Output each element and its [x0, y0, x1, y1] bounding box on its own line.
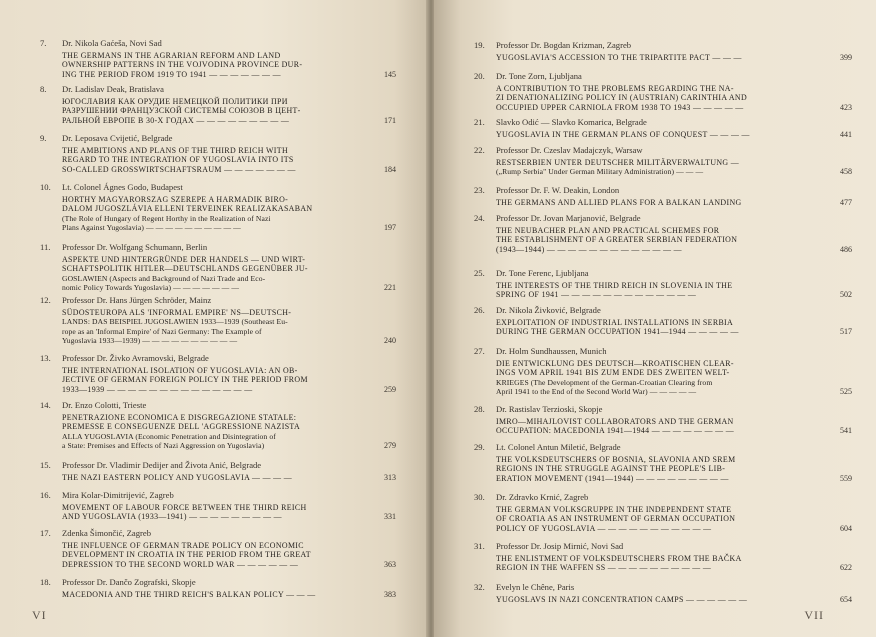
entry-page-number: 331: [384, 512, 396, 522]
entry-page-number: 622: [840, 563, 852, 573]
entry-title-block: [40, 590, 396, 599]
entry-author-line: [40, 182, 396, 192]
entry-page-number: 458: [840, 167, 852, 177]
toc-entry: [474, 145, 852, 177]
entry-author: Dr. Holm Sundhaussen, Munich: [496, 346, 607, 356]
entry-title-line: OCCUPATION: MACEDONIA 1941—1944 — — — — — — — —: [496, 426, 734, 436]
entry-author-line: [40, 400, 396, 410]
entry-title-line: MACEDONIA AND THE THIRD REICH'S BALKAN POLICY — — —: [62, 590, 316, 599]
entry-author: Evelyn le Chêne, Paris: [496, 582, 575, 592]
entry-title-line: (1943—1944) — — — — — — — — — — — — —: [496, 244, 682, 254]
entry-title-block: [474, 359, 852, 397]
toc-entry: [474, 305, 852, 337]
toc-entry: [40, 460, 396, 482]
toc-entry: [474, 346, 852, 397]
entry-title-line: THE ENLISTMENT OF VOLKSDEUTSCHERS FROM THE BAČKA: [496, 554, 742, 563]
entry-page-number: 654: [840, 595, 852, 604]
entry-author: Professor Dr. Živko Avramovski, Belgrade: [62, 353, 209, 363]
entry-author: Dr. Ladislav Deak, Bratislava: [62, 84, 164, 94]
entry-title-line: SCHAFTSPOLITIK HITLER—DEUTSCHLANDS GEGENÜBER JU-: [62, 264, 308, 274]
entry-page-number: 399: [840, 53, 852, 62]
entry-title-line: ERATION MOVEMENT (1941—1944) — — — — — — — — —: [496, 473, 729, 483]
entry-number: 24.: [474, 213, 485, 223]
entry-author: Professor Dr. Josip Mirnić, Novi Sad: [496, 541, 624, 551]
entry-title-line: SO-CALLED GROSSWIRTSCHAFTSRAUM — — — — — — —: [62, 164, 296, 174]
entry-title-block: [474, 417, 852, 436]
entry-title-line: POLICY OF YUGOSLAVIA — — — — — — — — — — —: [496, 523, 712, 533]
entry-title-line: THE INFLUENCE OF GERMAN TRADE POLICY ON ECONOMIC: [62, 541, 304, 550]
left-page-folio: VI: [32, 608, 47, 622]
entry-page-number: 240: [384, 336, 396, 346]
entry-author: Dr. Nikola Živković, Belgrade: [496, 305, 601, 315]
entry-title-line: REGARD TO THE INTEGRATION OF YUGOSLAVIA INTO ITS: [62, 155, 294, 165]
entry-title-block: [40, 473, 396, 482]
entry-title-block: [474, 318, 852, 337]
toc-entry: [40, 182, 396, 233]
toc-entry: [40, 84, 396, 125]
toc-entry: [40, 353, 396, 394]
entry-author-line: [474, 71, 852, 81]
entry-page-number: 363: [384, 559, 396, 569]
entry-page-number: 486: [840, 244, 852, 254]
entry-author-line: [474, 185, 852, 195]
entry-number: 11.: [40, 242, 51, 252]
entry-title-line: HORTHY MAGYARORSZAG SZEREPE A HARMADIK BIRO-: [62, 195, 289, 204]
toc-entry: [40, 295, 396, 346]
toc-entry: [474, 492, 852, 533]
entry-title-line: OWNERSHIP PATTERNS IN THE VOJVODINA PROVINCE DUR-: [62, 60, 303, 70]
entry-title-line: SÜDOSTEUROPA ALS 'INFORMAL EMPIRE' NS—DEUTSCH-: [62, 308, 292, 317]
entry-title-block: [40, 541, 396, 569]
entry-page-number: 145: [384, 69, 396, 79]
entry-title-line: Plans Against Yugoslavia) — — — — — — — — — —: [62, 223, 241, 233]
entry-author: Professor Dr. F. W. Deakin, London: [496, 185, 620, 195]
entry-title-line: A CONTRIBUTION TO THE PROBLEMS REGARDING THE NA-: [496, 84, 734, 93]
entry-title-line: PENETRAZIONE ECONOMICA E DISGREGAZIONE STATALE:: [62, 413, 297, 422]
entry-number: 30.: [474, 492, 485, 502]
toc-entry: [40, 242, 396, 293]
entry-title-line: THE INTERESTS OF THE THIRD REICH IN SLOVENIA IN THE: [496, 281, 733, 290]
entry-author-line: [474, 346, 852, 356]
toc-entry: [474, 582, 852, 604]
entry-author-line: [40, 242, 396, 252]
entry-title-line: THE GERMANS AND ALLIED PLANS FOR A BALKAN LANDING: [496, 198, 742, 207]
entry-title-line: DURING THE GERMAN OCCUPATION 1941—1944 — — — — —: [496, 327, 739, 337]
entry-title-line: YUGOSLAVIA'S ACCESSION TO THE TRIPARTITE PACT — — —: [496, 53, 742, 62]
right-page: [434, 0, 876, 637]
entry-title-line: YUGOSLAVS IN NAZI CONCENTRATION CAMPS — — — — — —: [496, 595, 748, 604]
entry-title-line: a State: Premises and Effects of Nazi Aggression on Yugoslavia): [62, 441, 265, 451]
entry-title-block: [474, 595, 852, 604]
entry-title-line: THE INTERNATIONAL ISOLATION OF YUGOSLAVIA: AN OB-: [62, 366, 298, 375]
entry-page-number: 541: [840, 426, 852, 436]
entry-author: Dr. Tone Zorn, Ljubljana: [496, 71, 582, 81]
entry-title-line: ING THE PERIOD FROM 1919 TO 1941 — — — — — — —: [62, 69, 281, 79]
entry-title-line: SPRING OF 1941 — — — — — — — — — — — — —: [496, 290, 697, 300]
toc-entry: [474, 541, 852, 573]
entry-number: 16.: [40, 490, 51, 500]
entry-title-line: IMRO—MIHAJLOVIST COLLABORATORS AND THE GERMAN: [496, 417, 734, 426]
entry-author: Lt. Colonel Ágnes Godo, Budapest: [62, 182, 183, 192]
entry-title-line: REGIONS IN THE STRUGGLE AGAINST THE PEOPLE'S LIB-: [496, 464, 726, 474]
toc-entry: [474, 71, 852, 112]
toc-entry: [474, 40, 852, 62]
entry-title-line: OF CROATIA AS AN INSTRUMENT OF GERMAN OCCUPATION: [496, 514, 736, 524]
toc-entry: [40, 490, 396, 522]
entry-title-line: („Rump Serbia" Under German Military Administration) — — —: [496, 167, 704, 177]
entry-author: Dr. Zdravko Krnić, Zagreb: [496, 492, 589, 502]
entry-title-line: nomic Policy Towards Yugoslavia) — — — — — — —: [62, 283, 240, 293]
entry-title-line: THE VOLKSDEUTSCHERS OF BOSNIA, SLAVONIA AND SREM: [496, 455, 736, 464]
entry-title-line: THE ESTABLISHMENT OF A GREATER SERBIAN FEDERATION: [496, 235, 738, 245]
entry-page-number: 559: [840, 473, 852, 483]
entry-author: Dr. Rastislav Terzioski, Skopje: [496, 404, 603, 414]
entry-title-block: [474, 554, 852, 573]
entry-title-block: [40, 97, 396, 125]
entry-author-line: [40, 490, 396, 500]
entry-page-number: 423: [840, 102, 852, 112]
entry-author-line: [40, 577, 396, 587]
entry-title-block: [40, 308, 396, 346]
entry-author-line: [40, 38, 396, 48]
entry-title-line: DALOM JUGOSZLÁVIA ELLENI TERVEINEK REALIZAKASABAN: [62, 204, 313, 214]
left-page: [0, 0, 428, 637]
entry-author: Professor Dr. Dančo Zografski, Skopje: [62, 577, 196, 587]
toc-entry: [40, 577, 396, 599]
entry-title-line: РАЛЬНОЙ ЕВРОПЕ В 30-Х ГОДАХ — — — — — — — — —: [62, 115, 290, 125]
entry-title-line: YUGOSLAVIA IN THE GERMAN PLANS OF CONQUEST — — — —: [496, 130, 750, 139]
entry-author: Lt. Colonel Antun Miletić, Belgrade: [496, 442, 621, 452]
entry-title-block: [40, 366, 396, 394]
entry-number: 8.: [40, 84, 47, 94]
entry-title-line: Yugoslavia 1933—1939) — — — — — — — — — —: [62, 336, 238, 346]
entry-title-block: [474, 84, 852, 112]
entry-author: Professor Dr. Czeslav Madajczyk, Warsaw: [496, 145, 643, 155]
entry-title-line: THE NAZI EASTERN POLICY AND YUGOSLAVIA — — — —: [62, 473, 292, 482]
entry-title-line: REGION IN THE WAFFEN SS — — — — — — — — — —: [496, 563, 712, 573]
entry-number: 20.: [474, 71, 485, 81]
entry-page-number: 171: [384, 115, 396, 125]
entry-author-line: [474, 268, 852, 278]
entry-author-line: [40, 295, 396, 305]
entry-number: 18.: [40, 577, 51, 587]
entry-title-line: DEPRESSION TO THE SECOND WORLD WAR — — — — — —: [62, 559, 299, 569]
entry-author: Professor Dr. Vladimir Dedijer and Života Anić, Belgrade: [62, 460, 262, 470]
entry-page-number: 477: [840, 198, 852, 207]
entry-title-line: ALLA YUGOSLAVIA (Economic Penetration and Disintegration of: [62, 431, 276, 441]
entry-number: 10.: [40, 182, 51, 192]
entry-title-block: [474, 281, 852, 300]
entry-title-line: THE GERMAN VOLKSGRUPPE IN THE INDEPENDENT STATE: [496, 505, 732, 514]
entry-author-line: [474, 404, 852, 414]
entry-title-block: [40, 195, 396, 233]
entry-page-number: 525: [840, 387, 852, 397]
entry-author: Professor Dr. Bogdan Krizman, Zagreb: [496, 40, 632, 50]
toc-entry: [474, 268, 852, 300]
entry-number: 29.: [474, 442, 485, 452]
entry-title-line: 1933—1939 — — — — — — — — — — — — — —: [62, 384, 253, 394]
entry-title-line: ZI DENATIONALIZING POLICY IN (AUSTRIAN) CARINTHIA AND: [496, 93, 748, 103]
entry-author: Dr. Leposava Cvijetić, Belgrade: [62, 133, 173, 143]
entry-page-number: 313: [384, 473, 396, 482]
entry-title-line: AND YUGOSLAVIA (1933—1941) — — — — — — — — —: [62, 512, 282, 522]
entry-author-line: [40, 133, 396, 143]
toc-entry: [474, 185, 852, 207]
entry-number: 7.: [40, 38, 47, 48]
toc-entry: [474, 117, 852, 139]
entry-title-block: [474, 158, 852, 177]
entry-number: 14.: [40, 400, 51, 410]
entry-title-line: THE GERMANS IN THE AGRARIAN REFORM AND LAND: [62, 51, 281, 60]
entry-number: 25.: [474, 268, 485, 278]
entry-title-line: DEVELOPMENT IN CROATIA IN THE PERIOD FROM THE GREAT: [62, 550, 311, 560]
entry-page-number: 259: [384, 384, 396, 394]
entry-number: 32.: [474, 582, 485, 592]
entry-author: Mira Kolar-Dimitrijević, Zagreb: [62, 490, 174, 500]
entry-page-number: 604: [840, 523, 852, 533]
entry-title-line: РАЗРУШЕНИИ ФРАНЦУЗСКОЙ СИСТЕМЫ СОЮЗОВ В ЦЕНТ-: [62, 106, 301, 116]
entry-number: 15.: [40, 460, 51, 470]
entry-title-line: RESTSERBIEN UNTER DEUTSCHER MILITÄRVERWALTUNG —: [496, 158, 740, 167]
entry-author-line: [474, 305, 852, 315]
toc-entry: [474, 213, 852, 254]
entry-author-line: [474, 442, 852, 452]
entry-title-block: [474, 53, 852, 62]
entry-page-number: 517: [840, 327, 852, 337]
entry-author-line: [474, 145, 852, 155]
entry-page-number: 441: [840, 130, 852, 139]
entry-title-block: [40, 255, 396, 293]
entry-number: 21.: [474, 117, 485, 127]
entry-title-line: MOVEMENT OF LABOUR FORCE BETWEEN THE THIRD REICH: [62, 503, 307, 512]
entry-number: 22.: [474, 145, 485, 155]
entry-author-line: [474, 492, 852, 502]
right-page-folio: VII: [804, 608, 824, 622]
toc-entry: [40, 528, 396, 569]
entry-number: 9.: [40, 133, 47, 143]
entry-title-line: KRIEGES (The Development of the German-Croatian Clearing from: [496, 377, 713, 387]
entry-author: Professor Dr. Jovan Marjanović, Belgrade: [496, 213, 641, 223]
toc-entry: [474, 404, 852, 436]
entry-number: 12.: [40, 295, 51, 305]
entry-title-line: rope as an 'Informal Empire' of Nazi Germany: The Example of: [62, 326, 262, 336]
entry-author-line: [40, 528, 396, 538]
entry-author: Zdenka Šimončić, Zagreb: [62, 528, 152, 538]
entry-page-number: 502: [840, 290, 852, 300]
entry-title-block: [40, 413, 396, 451]
entry-title-line: LANDS: DAS BEISPIEL JUGOSLAWIEN 1933—1939 (Southeast Eu-: [62, 317, 288, 327]
entry-number: 26.: [474, 305, 485, 315]
entry-author-line: [474, 40, 852, 50]
entry-title-line: PREMESSE E CONSEGUENZE DELL 'AGGRESSIONE NAZISTA: [62, 422, 301, 432]
entry-page-number: 184: [384, 164, 396, 174]
entry-number: 19.: [474, 40, 485, 50]
entry-page-number: 197: [384, 223, 396, 233]
entry-title-line: JECTIVE OF GERMAN FOREIGN POLICY IN THE PERIOD FROM: [62, 375, 308, 385]
toc-entry: [40, 400, 396, 451]
entry-title-line: ASPEKTE UND HINTERGRÜNDE DER HANDELS — UND WIRT-: [62, 255, 306, 264]
entry-number: 17.: [40, 528, 51, 538]
entry-author: Professor Dr. Wolfgang Schumann, Berlin: [62, 242, 208, 252]
entry-title-line: ЮГОСЛАВИЯ КАК ОРУДИЕ НЕМЕЦКОЙ ПОЛИТИКИ ПРИ: [62, 97, 288, 106]
entry-title-line: EXPLOITATION OF INDUSTRIAL INSTALLATIONS IN SERBIA: [496, 318, 734, 327]
entry-author: Professor Dr. Hans Jürgen Schröder, Mainz: [62, 295, 212, 305]
entry-author: Dr. Enzo Colotti, Trieste: [62, 400, 147, 410]
entry-title-block: [474, 455, 852, 483]
entry-author-line: [40, 460, 396, 470]
entry-author: Slavko Odić — Slavko Komarica, Belgrade: [496, 117, 647, 127]
entry-title-block: [474, 226, 852, 254]
toc-entry: [474, 442, 852, 483]
entry-author-line: [40, 353, 396, 363]
entry-title-line: GOSLAWIEN (Aspects and Background of Nazi Trade and Eco-: [62, 273, 266, 283]
entry-page-number: 221: [384, 283, 396, 293]
entry-author: Dr. Nikola Gaćeša, Novi Sad: [62, 38, 162, 48]
entry-author: Dr. Tone Ferenc, Ljubljana: [496, 268, 589, 278]
entry-title-block: [40, 51, 396, 79]
entry-title-block: [474, 505, 852, 533]
entry-title-line: INGS VOM APRIL 1941 BIS ZUM ENDE DES ZWEITEN WELT-: [496, 368, 730, 378]
entry-title-line: (The Role of Hungary of Regent Horthy in the Realization of Nazi: [62, 213, 271, 223]
entry-title-line: DIE ENTWICKLUNG DES DEUTSCH—KROATISCHEN CLEAR-: [496, 359, 734, 368]
entry-title-line: April 1941 to the End of the Second World War) — — — — —: [496, 387, 697, 397]
entry-page-number: 383: [384, 590, 396, 599]
entry-title-line: THE AMBITIONS AND PLANS OF THE THIRD REICH WITH: [62, 146, 288, 155]
entry-title-line: THE NEUBACHER PLAN AND PRACTICAL SCHEMES FOR: [496, 226, 720, 235]
entry-number: 23.: [474, 185, 485, 195]
entry-title-block: [40, 146, 396, 174]
entry-title-line: OCCUPIED UPPER CARNIOLA FROM 1938 TO 1943 — — — — —: [496, 102, 744, 112]
entry-author-line: [474, 582, 852, 592]
entry-title-block: [40, 503, 396, 522]
toc-entry: [40, 133, 396, 174]
entry-title-block: [474, 130, 852, 139]
entry-number: 27.: [474, 346, 485, 356]
entry-number: 28.: [474, 404, 485, 414]
entry-page-number: 279: [384, 441, 396, 451]
toc-entry: [40, 38, 396, 79]
entry-title-block: [474, 198, 852, 207]
entry-author-line: [474, 541, 852, 551]
entry-author-line: [40, 84, 396, 94]
entry-author-line: [474, 213, 852, 223]
entry-author-line: [474, 117, 852, 127]
entry-number: 31.: [474, 541, 485, 551]
entry-number: 13.: [40, 353, 51, 363]
